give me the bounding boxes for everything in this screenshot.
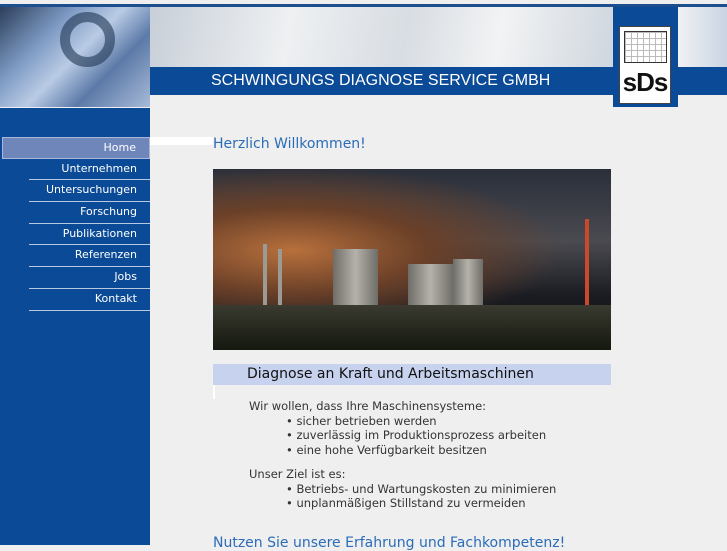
list-item: • eine hohe Verfügbarkeit besitzen	[286, 443, 556, 458]
nav-unternehmen[interactable]: Unternehmen	[29, 159, 150, 181]
nav-referenzen[interactable]: Referenzen	[29, 245, 150, 267]
banner-accent	[213, 385, 215, 399]
list-item: • unplanmäßigen Stillstand zu vermeiden	[286, 496, 556, 511]
section-banner: Diagnose an Kraft und Arbeitsmaschinen	[213, 364, 611, 385]
header-band-right	[678, 67, 727, 95]
active-indicator	[150, 137, 213, 145]
header-gear-image	[0, 7, 150, 107]
company-name-band: SCHWINGUNGS DIAGNOSE SERVICE GMBH	[150, 67, 613, 95]
nav-publikationen[interactable]: Publikationen	[29, 224, 150, 246]
nav-home[interactable]: Home	[2, 137, 150, 159]
header-image-right	[678, 7, 727, 67]
goals-list-2	[286, 482, 556, 511]
company-logo[interactable]	[613, 7, 678, 107]
page-title: Herzlich Willkommen!	[213, 136, 366, 152]
intro-text	[249, 399, 556, 511]
list-item: • zuverlässig im Produktionsprozess arbeiten	[286, 428, 556, 443]
intro-line-1: Wir wollen, dass Ihre Maschinensysteme:	[249, 399, 487, 413]
bottom-heading: Nutzen Sie unsere Erfahrung und Fachkompetenz!	[213, 535, 566, 551]
nav-jobs[interactable]: Jobs	[29, 267, 150, 289]
list-item: • sicher betrieben werden	[286, 414, 556, 429]
power-plant-photo	[213, 169, 611, 350]
header-image	[150, 7, 613, 67]
list-item: • Betriebs- und Wartungskosten zu minimieren	[286, 482, 556, 497]
spectrum-chart-icon	[624, 31, 667, 63]
intro-line-2: Unser Ziel ist es:	[249, 467, 346, 481]
goals-list-1	[286, 414, 556, 458]
nav-kontakt[interactable]: Kontakt	[29, 289, 150, 311]
main-nav	[0, 137, 150, 311]
nav-forschung[interactable]: Forschung	[29, 202, 150, 224]
nav-untersuchungen[interactable]: Untersuchungen	[29, 180, 150, 202]
logo-text: sDs	[622, 67, 668, 97]
